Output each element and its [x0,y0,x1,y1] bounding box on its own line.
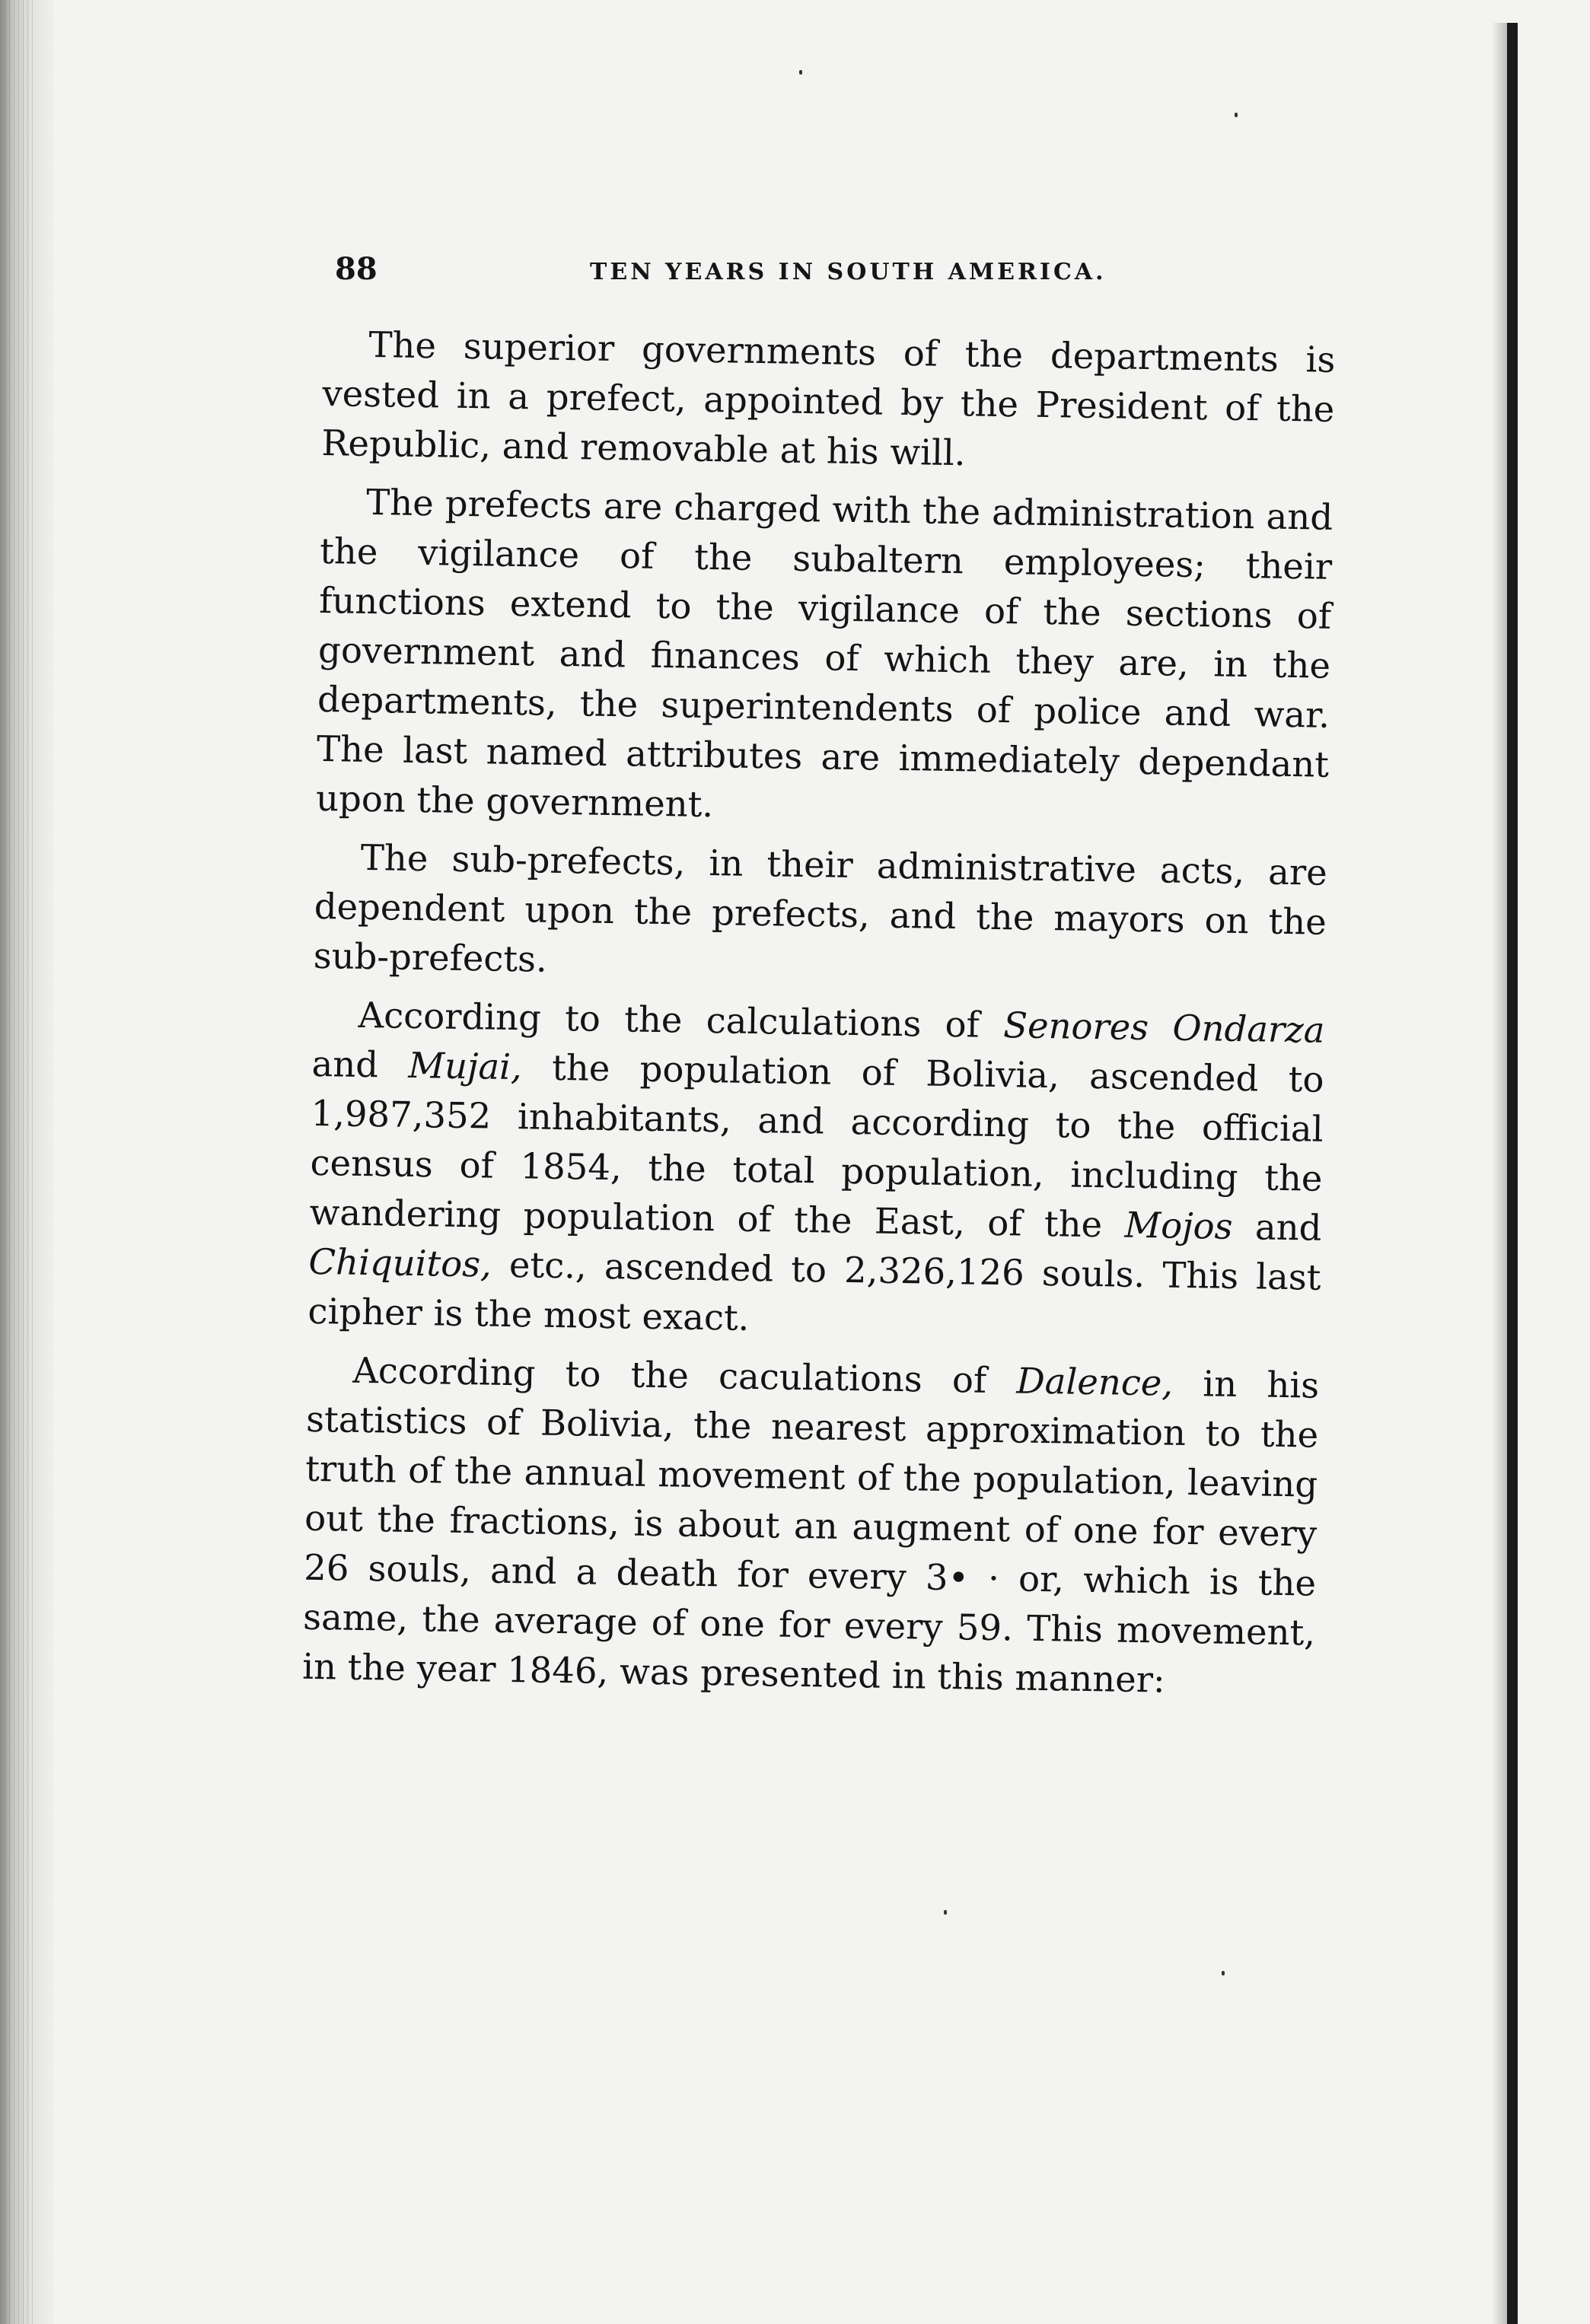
paragraph-5-text: in his statistics of Bolivia, the nearest approximation to the truth of the annual movement of the population, leaving out the fractions, is about an augment of one for every 26 souls, and a death for every 3• · or, which is the same, the average of one for every 59. This movement, in the year 1846, was presented in this manner: [301,1362,1320,1701]
body-text [301,320,1335,1717]
paragraph-4-text: According to the calculations of [358,994,1004,1046]
paragraph-3: The sub-prefects, in their administrative acts, are dependent upon the prefects, and the mayors on the sub-prefects. [313,836,1328,980]
paragraph-4-text: the population of Bolivia, ascended to 1,987,352 inhabitants, and according to the official census of 1854, the total population, including the wandering population of the East, of the [309,1046,1324,1246]
right-edge-shadow [1492,23,1507,2324]
paragraph-4-text: and [311,1043,409,1086]
italic-name-ondarza: Senores Ondarza [1002,1004,1325,1051]
page-number: 88 [335,251,378,287]
paragraph-4-text: and [1232,1205,1322,1249]
paragraph-2: The prefects are charged with the administration and the vigilance of the subaltern employees; their functions extend to the vigilance of the sections of government and finances of which they are, in the departments, the superintendents of police and war. The last named attributes are immediately dependant upon the government. [315,481,1333,826]
running-head: TEN YEARS IN SOUTH AMERICA. [590,259,1107,285]
italic-name-chiquitos: Chiquitos, [308,1240,492,1285]
italic-name-dalence: Dalence, [1016,1360,1174,1404]
page-header [335,251,1340,297]
scan-speck [1235,113,1238,117]
italic-name-mojos: Mojos [1124,1204,1233,1247]
paragraph-1: The superior governments of the departments is vested in a prefect, appointed by the President of the Republic, and removable at his will. [321,323,1336,474]
scan-speck [1222,1971,1225,1975]
paragraph-5 [302,1345,1320,1708]
paragraph-4-text: etc., ascended to 2,326,126 souls. This last cipher is the most exact. [307,1243,1321,1339]
paragraph-5-text: According to the caculations of [352,1349,1017,1402]
scan-speck [944,1910,947,1915]
paragraph-4 [307,990,1325,1352]
right-edge-border [1507,23,1518,2324]
italic-name-mujai: Mujai, [408,1044,523,1088]
page-edge-lines [5,0,35,2324]
scan-speck [799,70,802,75]
